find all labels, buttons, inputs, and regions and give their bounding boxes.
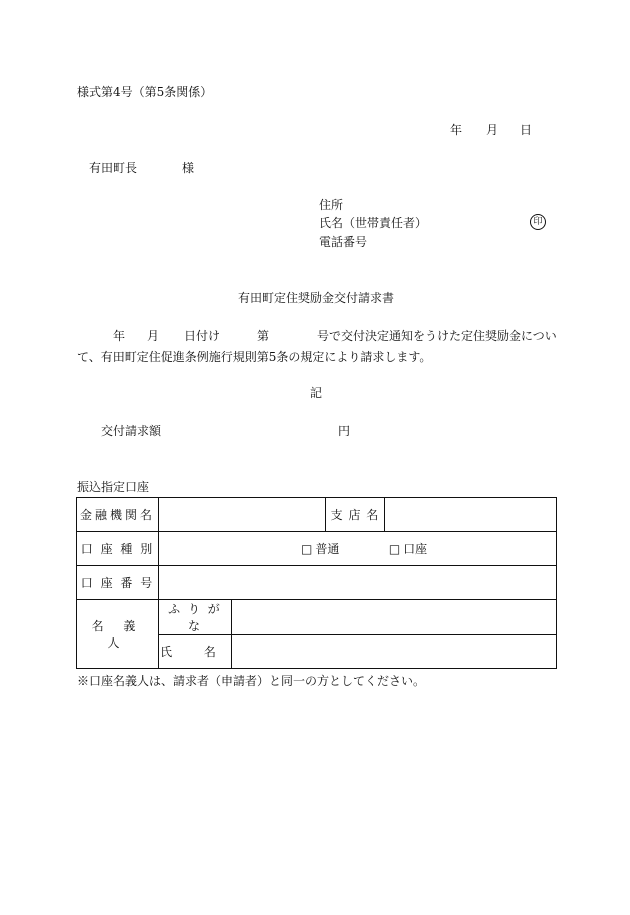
amount-label: 交付請求額 bbox=[101, 424, 162, 438]
account-type-label: 口 座 種 別 bbox=[77, 532, 159, 566]
body-line-1 bbox=[77, 326, 562, 347]
bank-name-field[interactable] bbox=[159, 498, 326, 532]
other-label: 口座 bbox=[403, 542, 428, 556]
document-title: 有田町定住奨励金交付請求書 bbox=[238, 291, 395, 305]
account-note: ※口座名義人は、請求者（申請者）と同一の方としてください。 bbox=[77, 674, 426, 688]
body-date-suffix: 日付け bbox=[184, 329, 221, 343]
ordinary-option[interactable] bbox=[301, 540, 385, 557]
holder-name-label: 氏 名 bbox=[159, 635, 232, 669]
date-year: 年 bbox=[450, 123, 463, 137]
holder-name-field[interactable] bbox=[232, 635, 557, 669]
addressee-name: 有田町長 bbox=[89, 161, 138, 175]
branch-label: 支 店 名 bbox=[326, 498, 385, 532]
other-option[interactable] bbox=[389, 542, 427, 556]
furigana-label: ふ り が な bbox=[159, 600, 232, 635]
body-line1-rest: 号で交付決定通知をうけた定住奨励金につい bbox=[317, 329, 557, 343]
table-row bbox=[77, 566, 557, 600]
other-checkbox[interactable]: □ bbox=[388, 542, 401, 556]
account-number-label: 口 座 番 号 bbox=[77, 566, 159, 600]
addressee-honorific: 様 bbox=[182, 161, 195, 175]
ordinary-label: 普通 bbox=[315, 542, 340, 556]
date-day: 日 bbox=[520, 123, 533, 137]
ordinary-checkbox[interactable]: □ bbox=[301, 542, 313, 556]
branch-field[interactable] bbox=[385, 498, 557, 532]
ki-heading: 記 bbox=[310, 386, 323, 400]
date-month: 月 bbox=[486, 123, 499, 137]
account-table bbox=[76, 497, 557, 669]
furigana-field[interactable] bbox=[232, 600, 557, 635]
table-row bbox=[77, 600, 557, 635]
body-dai: 第 bbox=[257, 329, 270, 343]
seal-mark: 印 bbox=[530, 214, 546, 230]
body-paragraph bbox=[77, 326, 562, 368]
account-section-title: 振込指定口座 bbox=[77, 480, 150, 494]
table-row bbox=[77, 498, 557, 532]
table-row bbox=[77, 532, 557, 566]
account-type-options bbox=[159, 532, 557, 566]
applicant-phone-label: 電話番号 bbox=[319, 235, 368, 249]
applicant-name-label: 氏名（世帯責任者） bbox=[319, 216, 428, 230]
bank-name-label: 金融機関名 bbox=[77, 498, 159, 532]
applicant-address-label: 住所 bbox=[319, 198, 344, 212]
account-number-field[interactable] bbox=[159, 566, 557, 600]
body-line-2: て、有田町定住促進条例施行規則第5条の規定により請求します。 bbox=[77, 350, 432, 364]
form-number: 様式第4号（第5条関係） bbox=[77, 85, 213, 99]
holder-label: 名 義 人 bbox=[77, 600, 159, 669]
amount-unit: 円 bbox=[338, 424, 351, 438]
body-month: 月 bbox=[147, 329, 160, 343]
body-year: 年 bbox=[113, 329, 126, 343]
